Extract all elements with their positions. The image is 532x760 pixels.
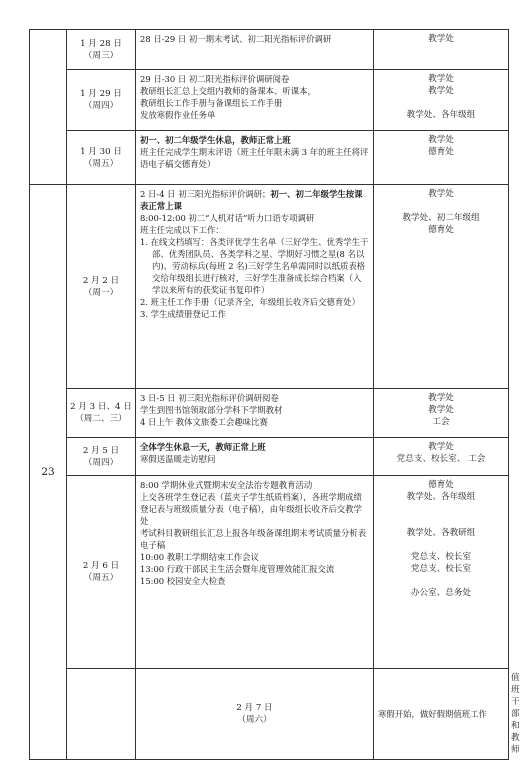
dept-line: 教学处 xyxy=(428,405,454,415)
table-row xyxy=(30,438,509,476)
dept-line: 德育处 xyxy=(428,480,454,490)
dept-line xyxy=(376,515,506,527)
content-list-item: 1. 在线文档填写：各类评优学生名单（三好学生、优秀学生干部、优秀团队员、各类学科之星、学期好习惯之星(8 名以内)、劳动标兵(每班 2 名)三好学生名单需同时以纸质表格交给年级组长进行核对，三好学生准备成长综合档案（入学以来所有的获奖证书复印件） xyxy=(140,237,369,295)
date-cell xyxy=(67,476,136,669)
content-line: 28 日-29 日 初一期末考试、初二阳光指标评价调研 xyxy=(140,34,332,44)
content-line-bold: 初一、初二年级学生休息，教师正常上班 xyxy=(140,135,291,145)
weekday-label: （周一） xyxy=(83,287,119,298)
dept-cell xyxy=(374,476,509,669)
dept-cell xyxy=(374,185,509,389)
dept-line xyxy=(376,97,506,109)
content-line: 教研组长工作手册与备课组长工作手册 xyxy=(140,98,283,108)
content-cell xyxy=(136,438,374,476)
content-line: 15:00 校园安全大检查 xyxy=(140,576,226,586)
content-line-bold: 全体学生休息一天，教师正常上班 xyxy=(140,442,266,452)
dept-line: 教学处、初二年级组 xyxy=(402,213,480,223)
content-line: 上交各班学生登记表（蓝夹子学生纸质档案），各班学期成绩登记表与班级质量分表（电子稿），由年级组长收齐后交教学处 xyxy=(140,492,362,526)
date-cell xyxy=(67,70,136,131)
dept-line: 教学处、各教研组 xyxy=(406,528,476,538)
content-text: 2 日-4 日 初三阳光指标评价调研； xyxy=(140,189,271,199)
dept-line xyxy=(376,539,506,551)
content-list-item: 2. 班主任工作手册（记录齐全，年级组长收齐后交德育处） xyxy=(140,297,361,307)
dept-line: 工会 xyxy=(432,417,450,427)
weekday-label: （周三） xyxy=(83,50,119,61)
dept-line xyxy=(376,200,506,212)
date-cell xyxy=(67,30,136,70)
dept-line xyxy=(376,575,506,587)
dept-line: 党总支、校长室、 工会 xyxy=(396,454,486,464)
table-row xyxy=(30,185,509,389)
date-cell xyxy=(67,185,136,389)
content-cell xyxy=(136,70,374,131)
weekday-label: （周四） xyxy=(83,101,119,111)
dept-cell xyxy=(374,131,509,185)
content-cell xyxy=(136,131,374,185)
dept-line: 德育处 xyxy=(428,225,454,235)
date-cell xyxy=(67,438,136,476)
dept-cell xyxy=(374,438,509,476)
weekday-label: （周二、三） xyxy=(75,414,127,424)
dept-line: 教学处 xyxy=(428,34,454,44)
content-line: 班主任完成以下工作： xyxy=(140,225,224,235)
content-line: 学生到图书馆领取部分学科下学期教材 xyxy=(140,405,283,415)
content-cell xyxy=(136,389,374,438)
content-line: 发放寒假作业任务单 xyxy=(140,110,216,120)
content-line: 寒假开始，做好假期值班工作 xyxy=(378,709,487,719)
dept-cell xyxy=(374,389,509,438)
dept-cell xyxy=(374,30,509,70)
date-label: 2 月 2 日 xyxy=(82,275,120,286)
dept-line: 德育处 xyxy=(428,147,454,157)
weekday-label: （周四） xyxy=(83,457,119,468)
content-cell xyxy=(136,30,374,70)
dept-line: 教学处 xyxy=(428,189,454,199)
content-list-item: 3. 学生成绩册登记工作 xyxy=(140,309,227,319)
week-number: 23 xyxy=(41,466,55,478)
content-line: 教研组长汇总上交组内教师的备课本、听课本， xyxy=(140,86,316,96)
dept-line: 教学处 xyxy=(428,135,454,145)
content-cell xyxy=(136,185,374,389)
dept-line: 教学处 xyxy=(428,86,454,96)
content-cell xyxy=(374,669,509,760)
dept-line: 教学处、各年级组 xyxy=(406,110,476,120)
dept-line: 教学处 xyxy=(428,442,454,452)
content-text-bold: 初一、初二年级学生按课表正常上课 xyxy=(140,189,363,211)
date-label: 2 月 5 日 xyxy=(82,445,120,456)
table-row xyxy=(30,30,509,70)
table-row xyxy=(30,70,509,131)
table-row xyxy=(30,476,509,669)
date-label: 2 月 3 日、4 日 xyxy=(70,402,132,412)
date-label: 1 月 30 日 xyxy=(80,146,122,157)
table-row xyxy=(30,389,509,438)
table-row xyxy=(30,131,509,185)
weekday-label: （周五） xyxy=(83,573,119,583)
date-label: 2 月 7 日 xyxy=(236,703,273,713)
dept-line xyxy=(376,503,506,515)
date-label: 2 月 6 日 xyxy=(82,561,120,571)
dept-line: 党总支、校长室 xyxy=(410,552,472,562)
week-cell-blank xyxy=(30,30,67,185)
dept-line: 教学处 xyxy=(428,74,454,84)
content-cell xyxy=(136,476,374,669)
weekday-label: （周六） xyxy=(237,715,272,725)
content-line: 13:00 行政干部民主生活会暨年度管理效能汇报交流 xyxy=(140,564,335,574)
week-number-cell xyxy=(30,185,67,760)
content-line: 4 日上午 教体文旅委工会趣味比赛 xyxy=(140,417,268,427)
content-line xyxy=(140,188,369,212)
content-line: 10:00 教职工学期结束工作会议 xyxy=(140,552,259,562)
dept-cell xyxy=(374,70,509,131)
dept-line: 教学处、各年级组 xyxy=(406,492,476,502)
content-line: 8:00 学期休业式暨期末安全法治专题教育活动 xyxy=(140,480,313,490)
content-line: 3 日-5 日 初三阳光指标评价调研阅卷 xyxy=(140,393,279,403)
date-label: 1 月 29 日 xyxy=(80,89,122,99)
table-row: 2 月 7 日 （周六） 寒假开始，做好假期值班工作 值班干部和教师 xyxy=(30,669,509,760)
date-cell xyxy=(67,131,136,185)
content-line: 考试科目教研组长汇总上报各年级备课组期末考试质量分析表电子稿 xyxy=(140,528,367,550)
content-line: 8:00-12:00 初二“人机对话”听力口语专项调研 xyxy=(140,213,315,223)
weekday-label: （周五） xyxy=(83,158,119,169)
week-cell-blank xyxy=(67,669,136,760)
content-line: 29 日-30 日 初二阳光指标评价调研阅卷 xyxy=(140,74,290,84)
date-cell xyxy=(136,669,374,760)
content-line: 班主任完成学生期末评语（班主任年限未满 3 年的班主任将评语电子稿交德育处） xyxy=(140,147,369,169)
date-cell xyxy=(67,389,136,438)
dept-line: 党总支、校长室 xyxy=(410,564,472,574)
content-line: 寒假送温暖走访慰问 xyxy=(140,454,216,464)
date-label: 1 月 28 日 xyxy=(80,38,122,49)
dept-line: 教学处 xyxy=(428,393,454,403)
schedule-table xyxy=(29,29,520,760)
dept-line: 办公室、总务处 xyxy=(410,588,472,598)
